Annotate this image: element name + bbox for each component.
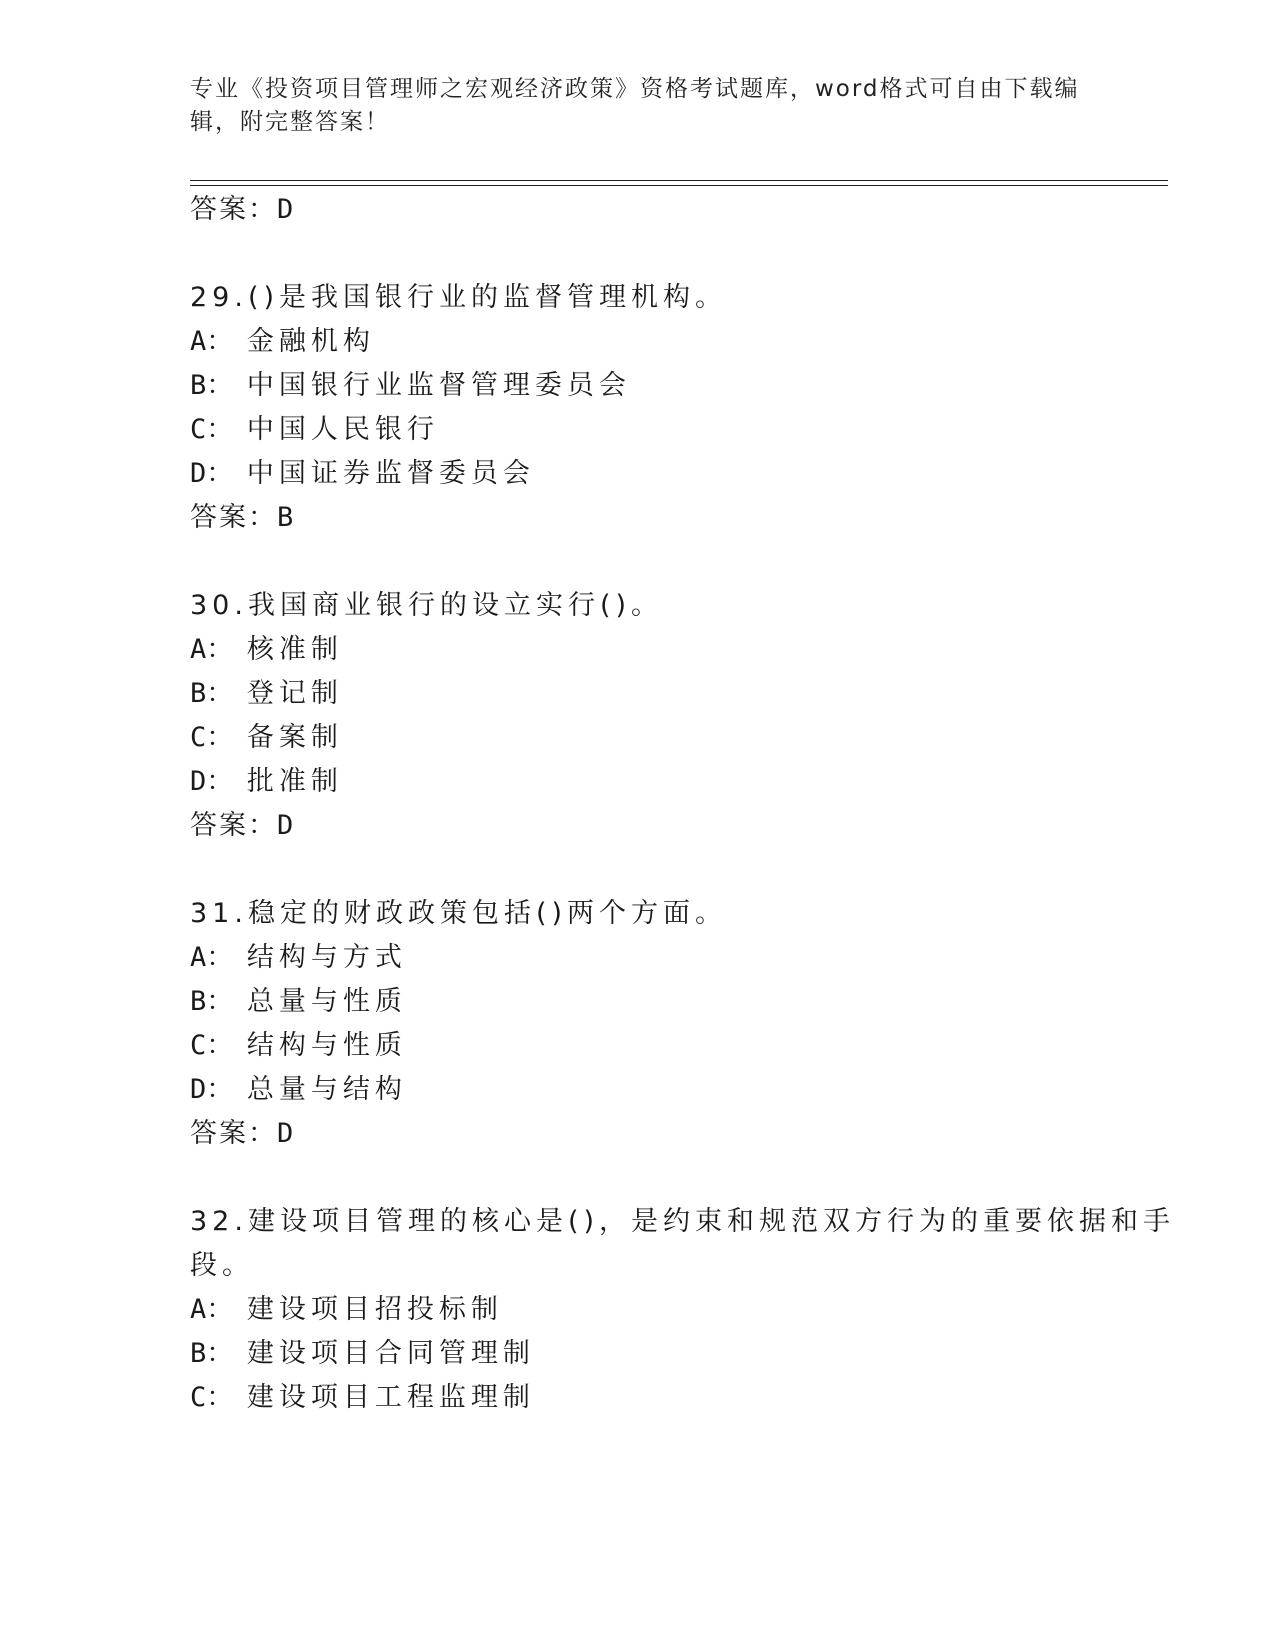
option-text: 结构与性质: [246, 1030, 407, 1061]
question-30-option-c: [190, 716, 343, 760]
question-32-option-c: [190, 1376, 535, 1420]
option-text: 备案制: [246, 722, 343, 753]
option-text: 结构与方式: [246, 942, 407, 973]
option-text: 核准制: [246, 634, 343, 665]
option-key: B：: [190, 986, 234, 1017]
option-text: 建设项目合同管理制: [246, 1338, 535, 1369]
answer-value: B: [277, 502, 294, 533]
answer-value: D: [277, 810, 294, 841]
option-key: A：: [190, 634, 234, 665]
header-line-1: 专业《投资项目管理师之宏观经济政策》资格考试题库，word格式可自由下载编: [190, 76, 1080, 102]
answer-value: D: [277, 1118, 294, 1149]
question-29-answer: [190, 496, 293, 540]
question-29-stem: 29.()是我国银行业的监督管理机构。: [190, 282, 728, 313]
header-line-2: 辑，附完整答案！: [190, 109, 390, 135]
option-text: 建设项目招投标制: [246, 1294, 503, 1325]
option-key: C：: [190, 1030, 234, 1061]
option-key: B：: [190, 678, 234, 709]
question-30-stem: 30.我国商业银行的设立实行()。: [190, 590, 664, 621]
question-31-stem: 31.稳定的财政政策包括()两个方面。: [190, 898, 728, 929]
question-29-option-c: [190, 408, 439, 452]
option-text: 中国证券监督委员会: [246, 458, 535, 489]
option-text: 总量与性质: [246, 986, 407, 1017]
option-text: 总量与结构: [246, 1074, 407, 1105]
question-32-option-a: [190, 1288, 503, 1332]
option-key: C：: [190, 1382, 234, 1413]
question-30-option-d: [190, 760, 343, 804]
question-30-option-b: [190, 672, 343, 716]
option-key: C：: [190, 722, 234, 753]
question-32-stem-line-2: 段。: [190, 1250, 254, 1281]
option-key: B：: [190, 1338, 234, 1369]
answer-label: 答案：: [190, 1118, 277, 1149]
question-32-stem-line-1: 32.建设项目管理的核心是()，是约束和规范双方行为的重要依据和手: [190, 1206, 1176, 1237]
option-key: D：: [190, 1074, 234, 1105]
question-30-answer: [190, 804, 293, 848]
header-divider-bottom: [190, 185, 1168, 186]
option-text: 登记制: [246, 678, 343, 709]
answer-label: 答案：: [190, 194, 277, 225]
option-key: B：: [190, 370, 234, 401]
option-key: D：: [190, 458, 234, 489]
question-31-option-b: [190, 980, 407, 1024]
option-key: A：: [190, 942, 234, 973]
question-31-option-a: [190, 936, 407, 980]
option-text: 中国人民银行: [246, 414, 439, 445]
option-key: D：: [190, 766, 234, 797]
option-key: A：: [190, 326, 234, 357]
option-text: 金融机构: [246, 326, 375, 357]
question-32-option-b: [190, 1332, 535, 1376]
question-29-option-a: [190, 320, 375, 364]
answer-label: 答案：: [190, 502, 277, 533]
answer-label: 答案：: [190, 810, 277, 841]
question-29-option-d: [190, 452, 535, 496]
option-key: A：: [190, 1294, 234, 1325]
question-30-option-a: [190, 628, 343, 672]
question-31-option-d: [190, 1068, 407, 1112]
option-text: 建设项目工程监理制: [246, 1382, 535, 1413]
option-key: C：: [190, 414, 234, 445]
option-text: 中国银行业监督管理委员会: [246, 370, 631, 401]
option-text: 批准制: [246, 766, 343, 797]
question-31-answer: [190, 1112, 293, 1156]
header-divider-top: [190, 180, 1168, 181]
previous-answer: [190, 188, 293, 232]
question-29-option-b: [190, 364, 631, 408]
answer-value: D: [277, 194, 294, 225]
document-header: [190, 73, 1090, 139]
question-31-option-c: [190, 1024, 407, 1068]
